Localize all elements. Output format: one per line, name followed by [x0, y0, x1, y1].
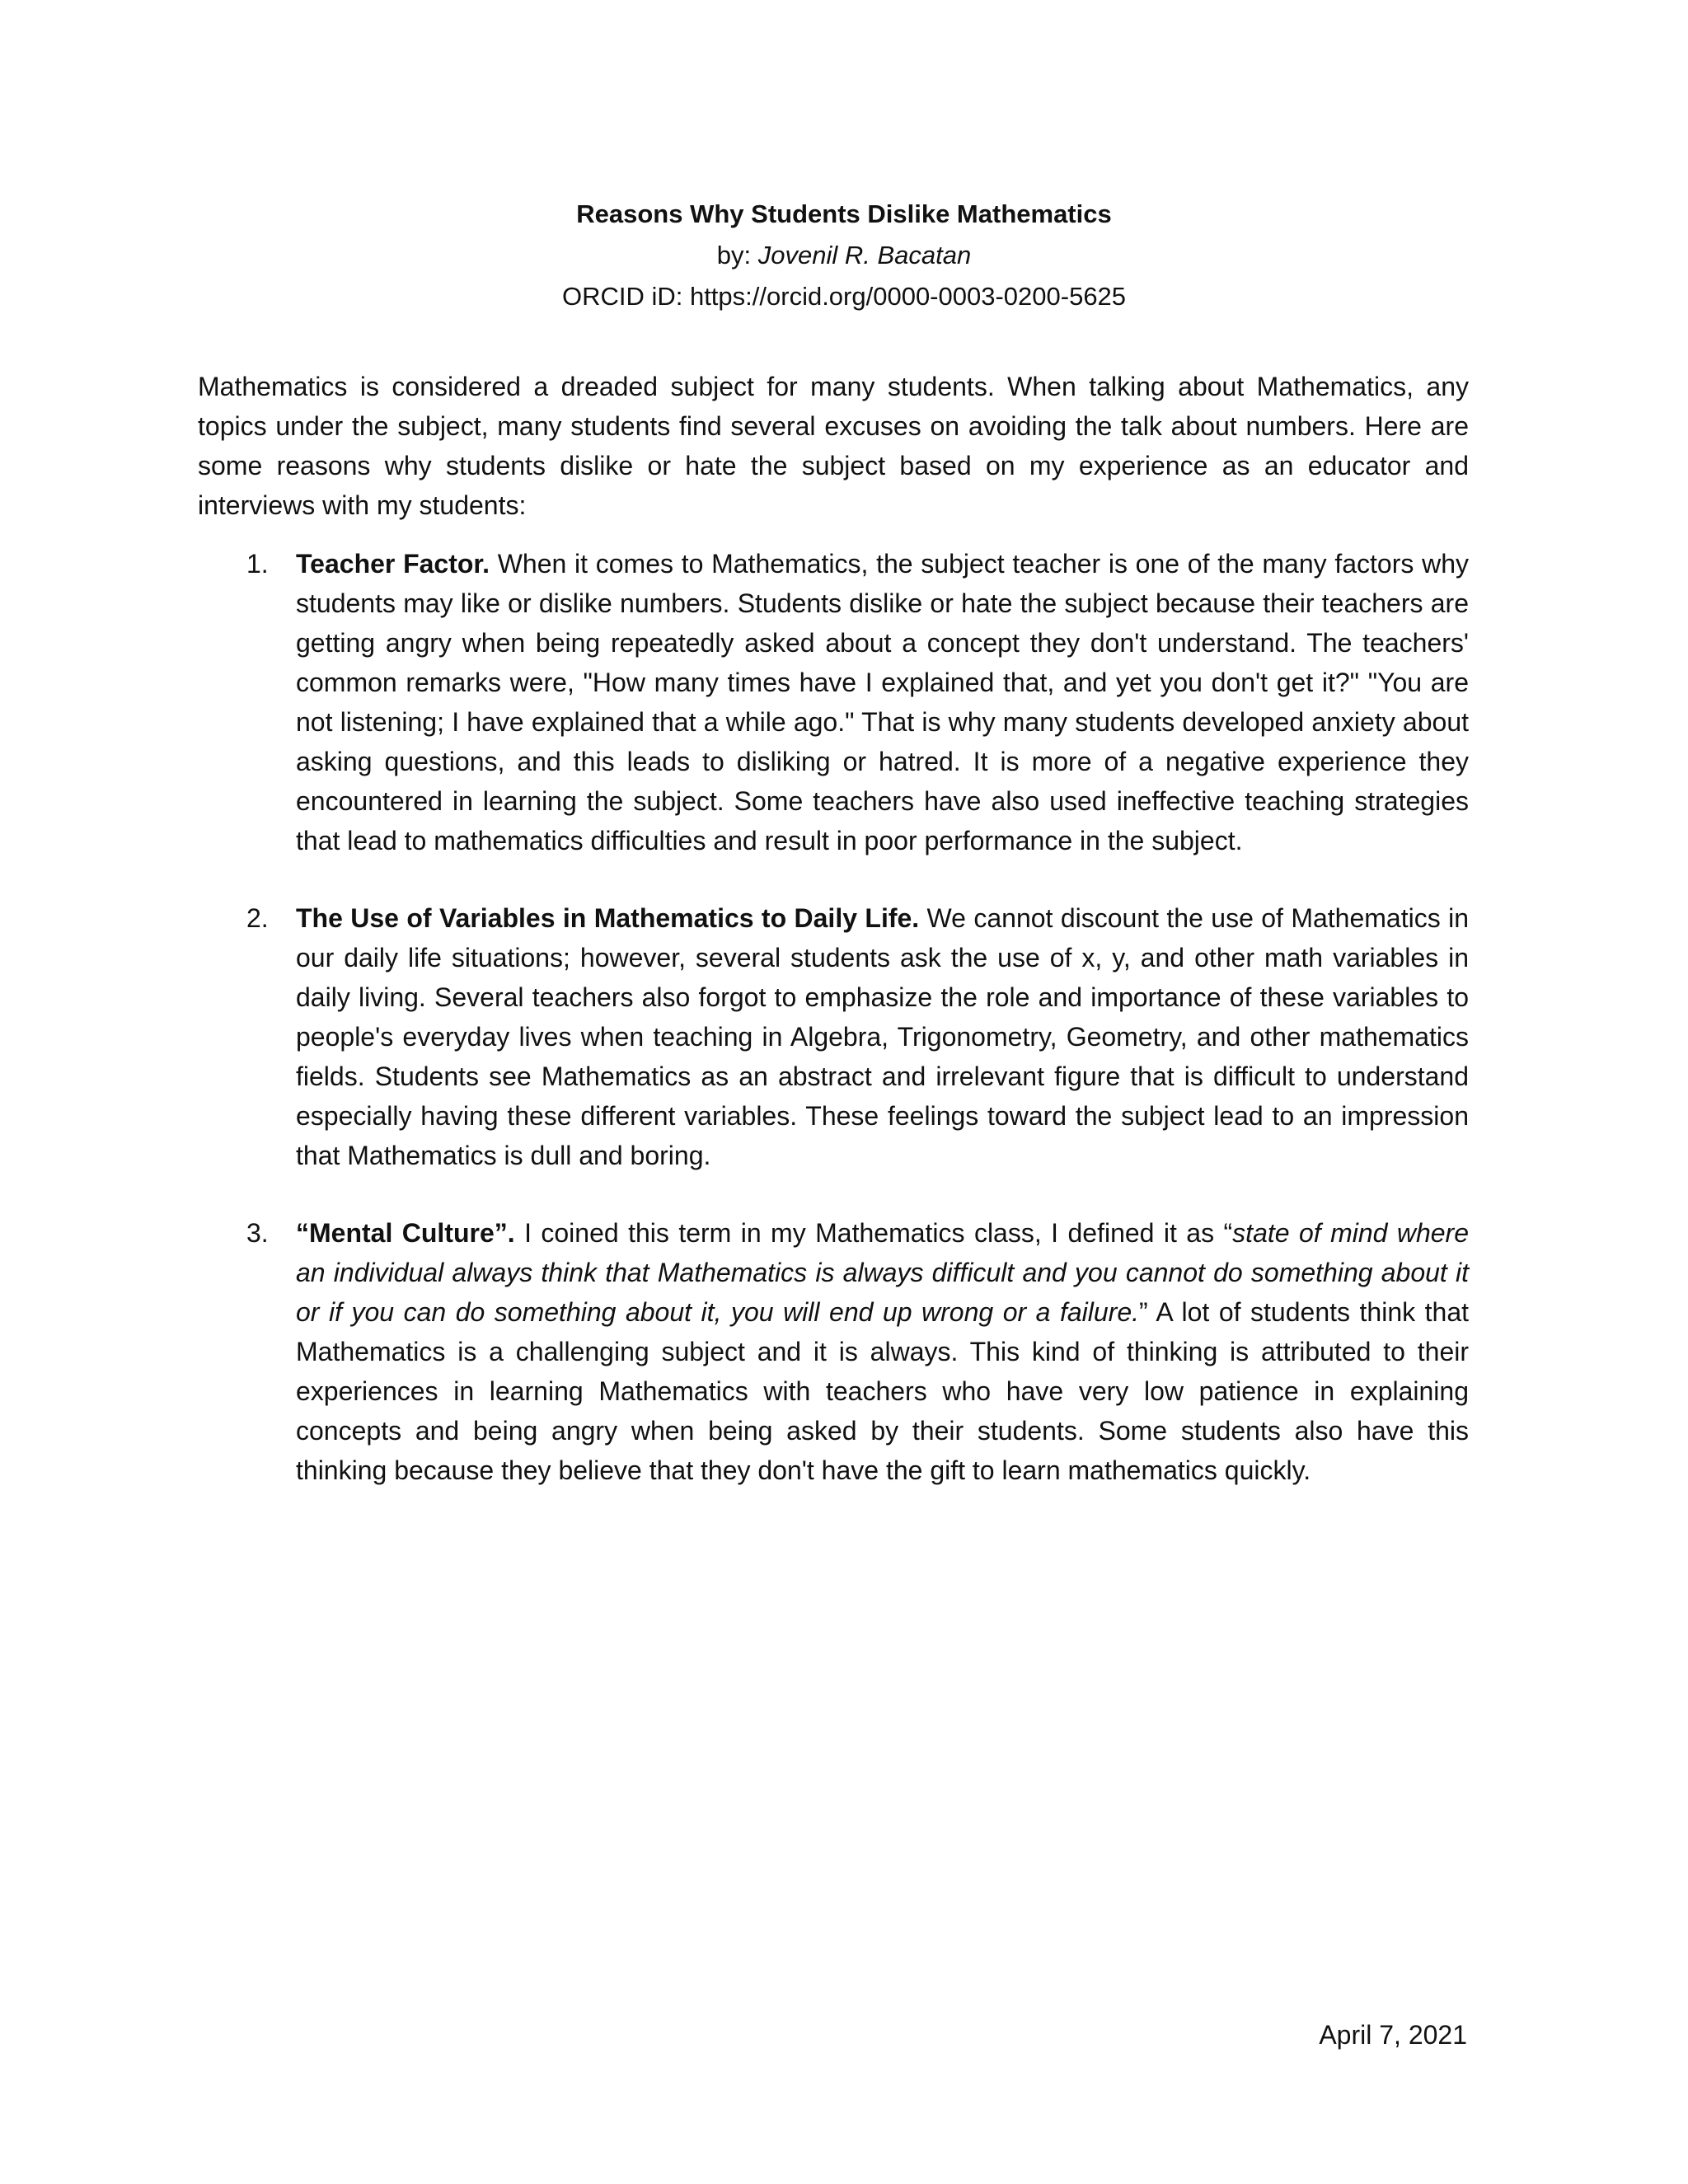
- document-title: Reasons Why Students Dislike Mathematics: [576, 199, 1112, 228]
- list-item-text-before: I coined this term in my Mathematics class, I defined it as “: [514, 1218, 1233, 1248]
- byline: [0, 235, 1688, 276]
- list-item-number: 3.: [246, 1218, 269, 1248]
- list-item-mental-culture: [198, 1213, 1469, 1490]
- list-item-number: 1.: [246, 549, 269, 579]
- reasons-list: [198, 544, 1469, 1528]
- list-item-teacher-factor: [198, 544, 1469, 860]
- list-item-heading: Teacher Factor.: [296, 549, 490, 579]
- list-item-text-after: ” A lot of students think that Mathematics is a challenging subject and it is always. This kind of thinking is attributed to their experiences in learning Mathematics with teachers who have very low patience in explaining concepts and being angry when being asked by their students. Some students also have this thinking because they believe that they don't have the gift to learn mathematics quickly.: [296, 1297, 1470, 1485]
- list-item-heading: The Use of Variables in Mathematics to Daily Life.: [296, 903, 920, 933]
- byline-prefix: by:: [716, 241, 758, 269]
- document-date: April 7, 2021: [1319, 2020, 1467, 2050]
- list-item-heading: “Mental Culture”.: [296, 1218, 515, 1248]
- list-item-definition: state of mind where an individual always think that Mathematics is always difficult and you cannot do something about it or if you can do something about it, you will end up wrong or a failure.: [296, 1218, 1470, 1327]
- list-item-text: We cannot discount the use of Mathematics in our daily life situations; however, several students ask the use of x, y, and other math variables in daily living. Several teachers also forgot to emphasize the role and importance of these variables to people's everyday lives when teaching in Algebra, Trigonometry, Geometry, and other mathematics fields. Students see Mathematics as an abstract and irrelevant figure that is difficult to understand especially having these different variables. These feelings toward the subject lead to an impression that Mathematics is dull and boring.: [296, 903, 1469, 1170]
- intro-paragraph: Mathematics is considered a dreaded subject for many students. When talking about Mathematics, any topics under the subject, many students find several excuses on avoiding the talk about numbers. Here are some reasons why students dislike or hate the subject based on my experience as an educator and interviews with my students:: [198, 372, 1469, 520]
- list-item-text: When it comes to Mathematics, the subject teacher is one of the many factors why students may like or dislike numbers. Students dislike or hate the subject because their teachers are getting angry when being repeatedly asked about a concept they don't understand. The teachers' common remarks were, "How many times have I explained that, and yet you don't get it?" "You are not listening; I have explained that a while ago." That is why many students developed anxiety about asking questions, and this leads to disliking or hatred. It is more of a negative experience they encountered in learning the subject. Some teachers have also used ineffective teaching strategies that lead to mathematics difficulties and result in poor performance in the subject.: [296, 549, 1470, 855]
- author-name: Jovenil R. Bacatan: [757, 241, 972, 269]
- document-header: [0, 194, 1688, 317]
- orcid-line: ORCID iD: https://orcid.org/0000-0003-0200-5625: [561, 282, 1127, 311]
- list-item-number: 2.: [246, 903, 269, 933]
- list-item-variables: [198, 898, 1469, 1175]
